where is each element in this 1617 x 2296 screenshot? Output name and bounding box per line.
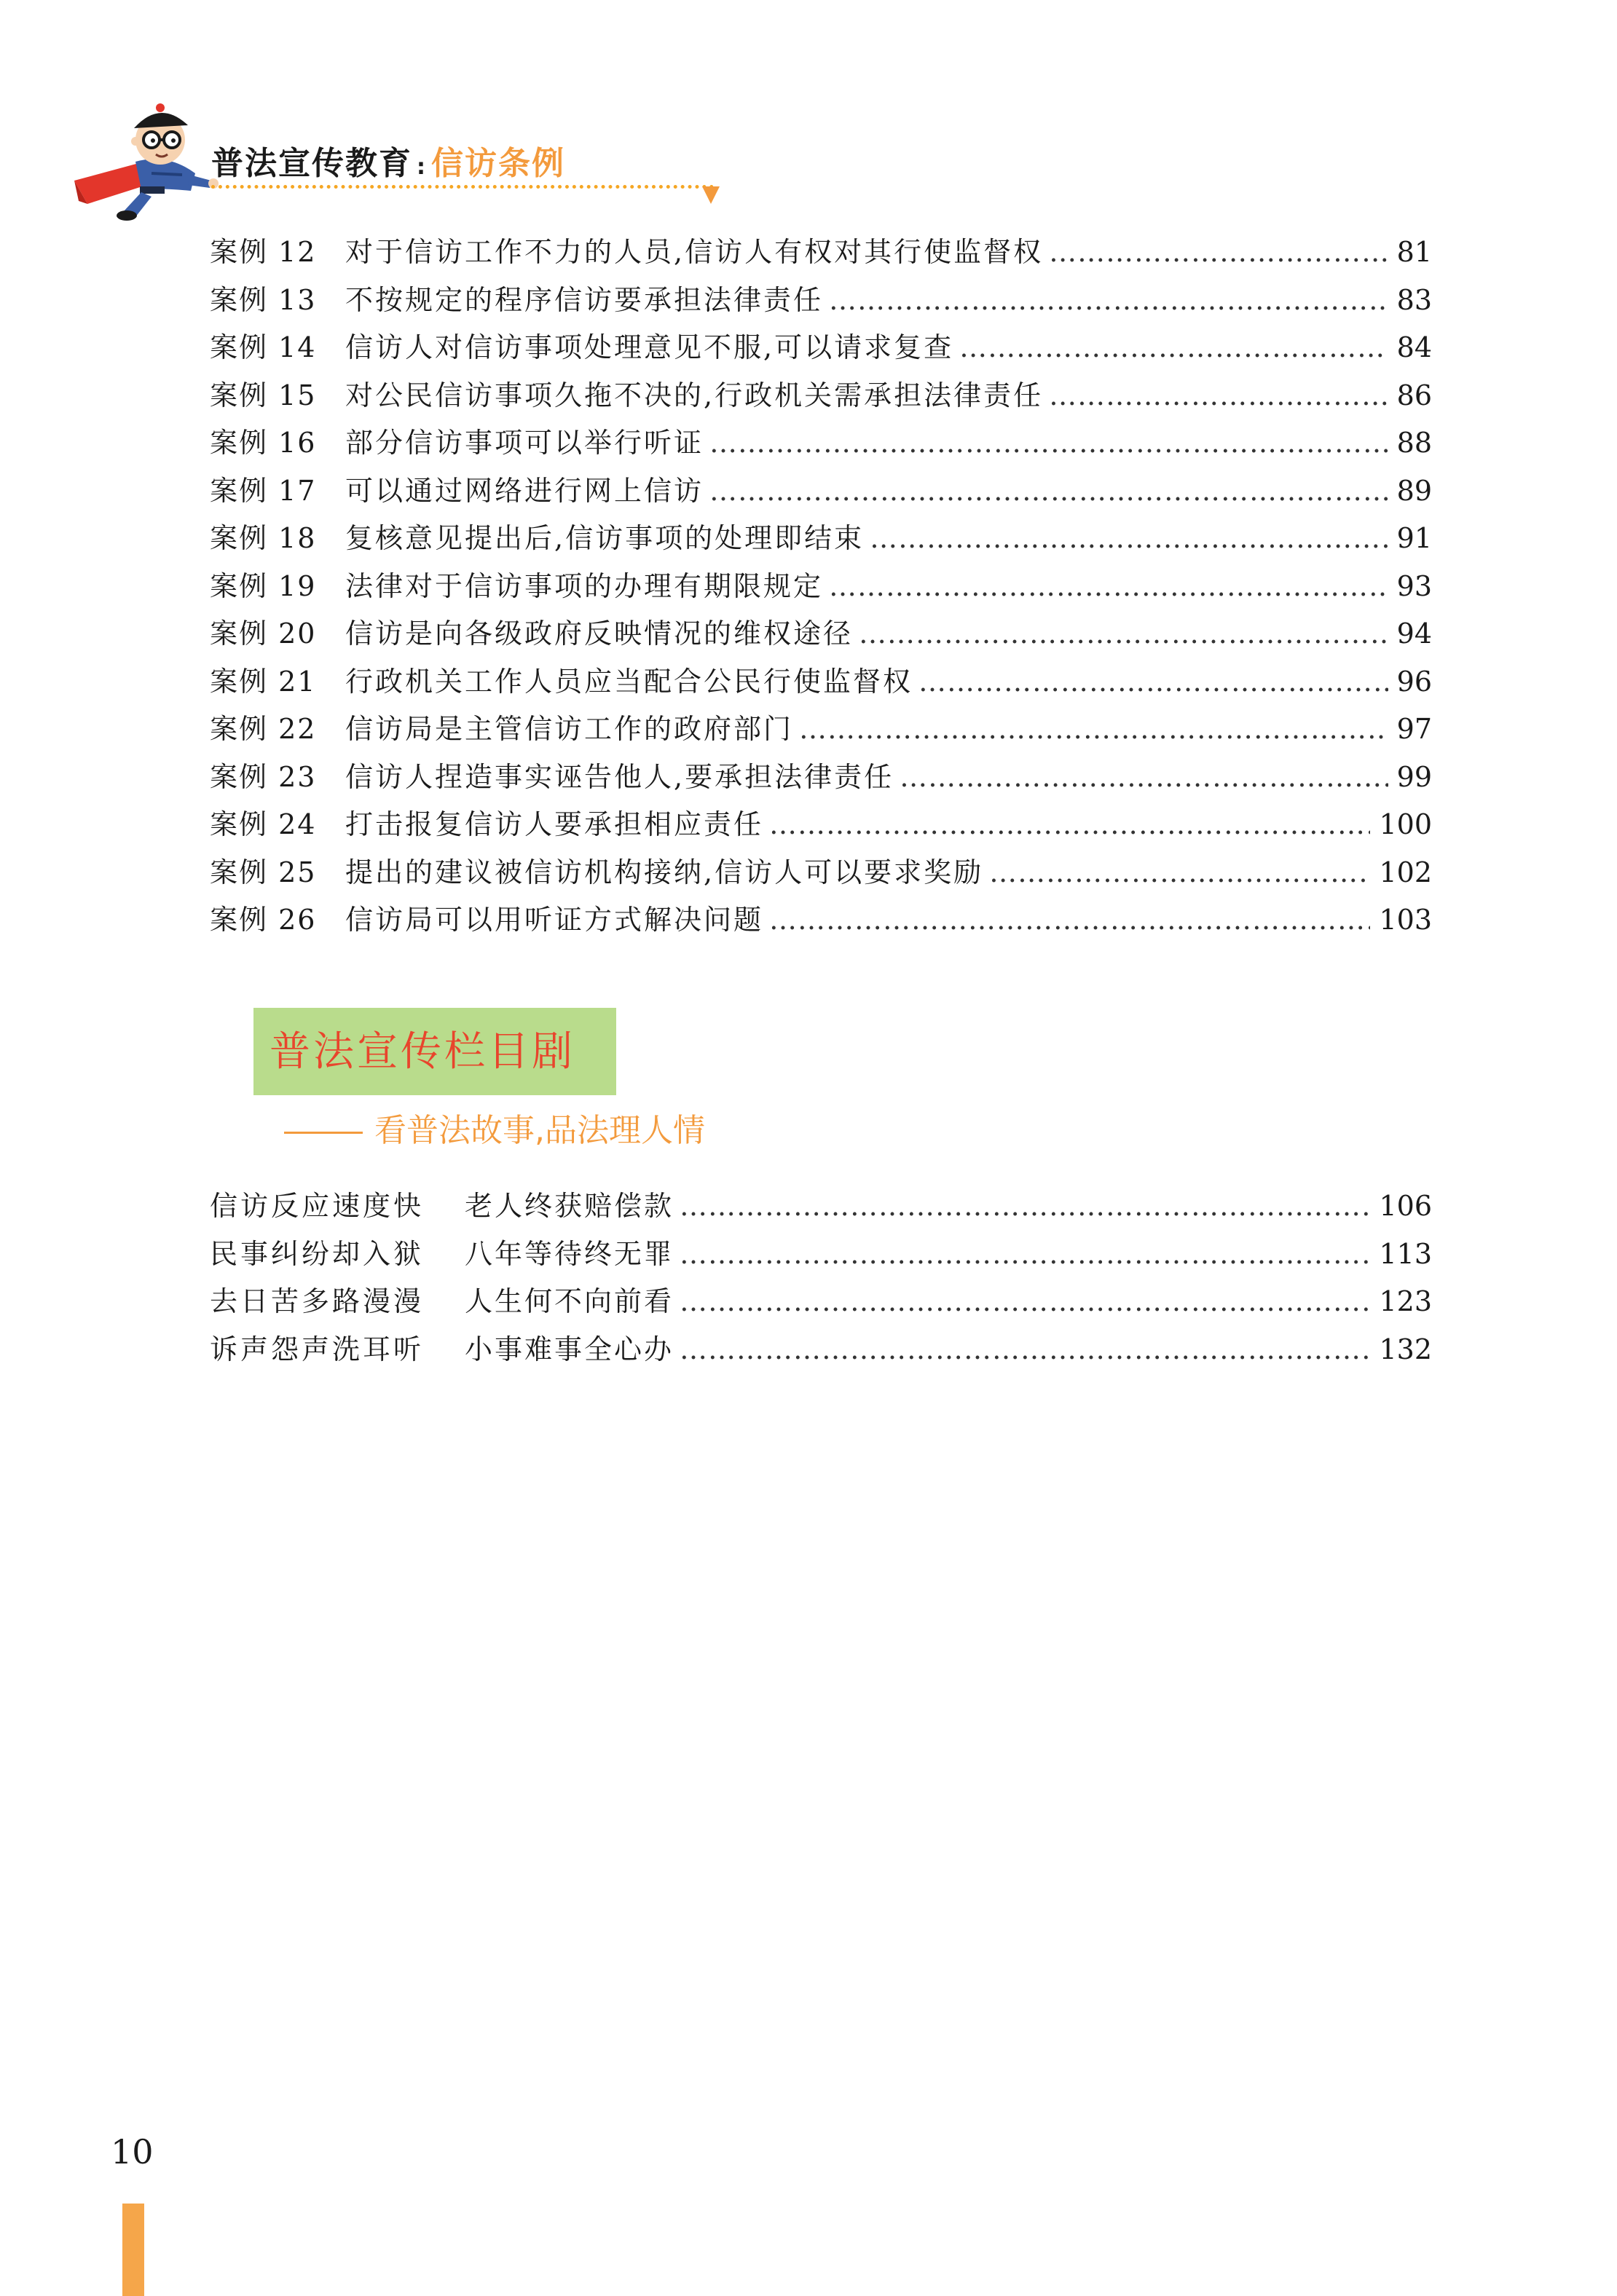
case-page: 96 (1396, 665, 1432, 698)
title-separator: : (417, 154, 427, 180)
case-label: 案例 22 (210, 713, 317, 745)
case-title: 部分信访事项可以举行听证 (345, 427, 704, 459)
dot-leader (769, 801, 1370, 849)
case-label: 案例 19 (210, 569, 317, 602)
case-title: 法律对于信访事项的办理有期限规定 (345, 569, 824, 602)
case-page: 97 (1396, 713, 1432, 745)
case-title: 信访人捏造事实诬告他人,要承担法律责任 (345, 760, 894, 793)
toc-entry[interactable] (210, 896, 1432, 944)
dot-leader (709, 419, 1388, 468)
story-page: 132 (1379, 1333, 1432, 1365)
toc-entry[interactable] (210, 658, 1432, 706)
case-label: 案例 15 (210, 379, 317, 411)
case-page: 93 (1396, 569, 1432, 602)
case-title: 可以通过网络进行网上信访 (345, 474, 704, 507)
page-edge-bar (122, 2204, 144, 2296)
case-label: 案例 13 (210, 283, 317, 316)
dot-leader (829, 563, 1388, 611)
header-arrow-icon (702, 186, 720, 204)
toc-entry[interactable] (210, 849, 1432, 897)
case-label: 案例 16 (210, 427, 317, 459)
case-title: 信访人对信访事项处理意见不服,可以请求复查 (345, 331, 954, 363)
toc-entry[interactable] (210, 277, 1432, 325)
dot-leader (680, 1183, 1370, 1231)
case-title: 行政机关工作人员应当配合公民行使监督权 (345, 665, 913, 698)
story-label: 去日苦多路漫漫 (210, 1285, 425, 1317)
page-header (66, 95, 670, 226)
case-page: 81 (1396, 236, 1432, 268)
book-title (211, 137, 565, 184)
toc-entry[interactable] (210, 706, 1432, 754)
story-title: 人生何不向前看 (465, 1285, 674, 1317)
toc-entry[interactable] (210, 1183, 1432, 1231)
case-page: 91 (1396, 522, 1432, 554)
toc-entry[interactable] (210, 610, 1432, 658)
story-label: 民事纠纷却入狱 (210, 1237, 425, 1270)
case-title: 打击报复信访人要承担相应责任 (345, 808, 764, 840)
toc-entry[interactable] (210, 468, 1432, 516)
toc-entry[interactable] (210, 1278, 1432, 1326)
case-label: 案例 26 (210, 904, 317, 936)
case-label: 案例 20 (210, 618, 317, 650)
stories-toc (210, 1183, 1432, 1373)
toc-entry[interactable] (210, 801, 1432, 849)
dot-leader (680, 1278, 1370, 1326)
case-label: 案例 18 (210, 522, 317, 554)
case-label: 案例 25 (210, 856, 317, 888)
case-page: 84 (1396, 331, 1432, 363)
toc-entry[interactable] (210, 754, 1432, 802)
case-page: 102 (1379, 856, 1432, 888)
toc-entry[interactable] (210, 324, 1432, 372)
section-title: 普法宣传栏目剧 (270, 1028, 575, 1076)
toc-entry[interactable] (210, 563, 1432, 611)
dot-leader (900, 754, 1388, 802)
dot-leader (680, 1326, 1370, 1374)
case-label: 案例 12 (210, 236, 317, 268)
case-title: 信访是向各级政府反映情况的维权途径 (345, 618, 854, 650)
case-label: 案例 14 (210, 331, 317, 363)
case-label: 案例 17 (210, 474, 317, 507)
subtitle-dash (284, 1132, 363, 1134)
case-label: 案例 24 (210, 808, 317, 840)
case-title: 提出的建议被信访机构接纳,信访人可以要求奖励 (345, 856, 984, 888)
case-page: 83 (1396, 283, 1432, 316)
case-page: 100 (1379, 808, 1432, 840)
story-title: 小事难事全心办 (465, 1333, 674, 1365)
toc-entry[interactable] (210, 515, 1432, 563)
dot-leader (989, 849, 1370, 897)
case-page: 99 (1396, 760, 1432, 793)
cases-toc (210, 229, 1432, 944)
story-label: 信访反应速度快 (210, 1190, 425, 1222)
dot-leader (1049, 229, 1388, 277)
dot-leader (769, 896, 1370, 944)
section-subtitle: 看普法故事,品法理人情 (374, 1112, 705, 1149)
story-page: 123 (1379, 1285, 1432, 1317)
page-number: 10 (111, 2132, 154, 2171)
toc-entry[interactable] (210, 372, 1432, 420)
toc-entry[interactable] (210, 1231, 1432, 1279)
story-title: 老人终获赔偿款 (465, 1190, 674, 1222)
case-label: 案例 21 (210, 665, 317, 698)
story-title: 八年等待终无罪 (465, 1237, 674, 1270)
story-page: 106 (1379, 1190, 1432, 1222)
case-title: 信访局可以用听证方式解决问题 (345, 904, 764, 936)
dot-leader (959, 324, 1388, 372)
toc-entry[interactable] (210, 1326, 1432, 1374)
book-subtitle: 信访条例 (431, 145, 565, 182)
case-title: 信访局是主管信访工作的政府部门 (345, 713, 794, 745)
dot-leader (799, 706, 1388, 754)
story-page: 113 (1379, 1237, 1432, 1270)
series-title: 普法宣传教育 (211, 145, 412, 182)
header-dotted-rule (211, 185, 714, 189)
toc-entry[interactable] (210, 419, 1432, 468)
toc-entry[interactable] (210, 229, 1432, 277)
dot-leader (918, 658, 1388, 706)
case-page: 103 (1379, 904, 1432, 936)
case-title: 复核意见提出后,信访事项的处理即结束 (345, 522, 865, 554)
dot-leader (870, 515, 1388, 563)
dot-leader (1049, 372, 1388, 420)
case-page: 94 (1396, 618, 1432, 650)
case-page: 86 (1396, 379, 1432, 411)
section-subtitle-line (284, 1104, 705, 1151)
dot-leader (680, 1231, 1370, 1279)
case-page: 88 (1396, 427, 1432, 459)
case-title: 对公民信访事项久拖不决的,行政机关需承担法律责任 (345, 379, 1044, 411)
case-title: 对于信访工作不力的人员,信访人有权对其行使监督权 (345, 236, 1044, 268)
dot-leader (859, 610, 1388, 658)
case-title: 不按规定的程序信访要承担法律责任 (345, 283, 824, 316)
case-label: 案例 23 (210, 760, 317, 793)
dot-leader (829, 277, 1388, 325)
mascot-icon (66, 95, 219, 226)
dot-leader (709, 468, 1388, 516)
case-page: 89 (1396, 474, 1432, 507)
story-label: 诉声怨声洗耳听 (210, 1333, 425, 1365)
